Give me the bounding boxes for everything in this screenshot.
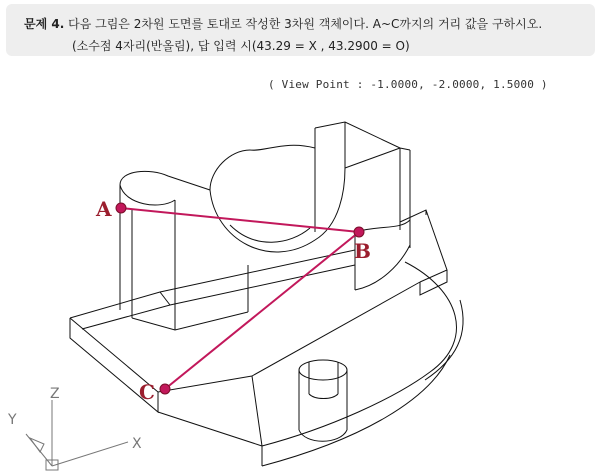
cylinder-inner-arc [309, 394, 338, 399]
question-answer-format: (소수점 4자리(반올림), 답 입력 시(43.29 = X , 43.2900 = O) [72, 39, 410, 53]
ucs-axis-icon [26, 400, 128, 470]
point-c-label: C [139, 380, 155, 404]
cutout-left-top [210, 150, 250, 190]
left-tower-top-front [120, 185, 175, 205]
axis-x-label: X [132, 436, 142, 452]
cutout-back-arc [250, 145, 315, 150]
lower-block-corner [252, 376, 262, 446]
axis-z-label: Z [50, 386, 60, 402]
wireframe-model [70, 122, 463, 466]
cutout-front-arc [210, 168, 345, 252]
axis-x-line [52, 442, 128, 466]
view-point-readout: ( View Point : -1.0000, -2.0000, 1.5000 ) [268, 78, 548, 91]
point-b-label: B [354, 239, 371, 263]
question-number: 문제 4. [24, 17, 65, 31]
measure-line-b-c [165, 232, 359, 389]
point-c-marker [160, 384, 170, 394]
cutout-lower-arc [230, 225, 310, 242]
lower-block-top-back [70, 250, 355, 318]
point-b-marker [354, 227, 364, 237]
left-tower-top-back [120, 171, 210, 190]
left-tower-bottom [132, 312, 248, 330]
lower-block-bottom [158, 412, 262, 446]
right-step-face [400, 210, 447, 282]
right-tower-top-front [345, 148, 400, 168]
lower-block-step-edge [160, 292, 170, 305]
point-a-marker [116, 203, 126, 213]
base-arc-bottom [262, 355, 450, 466]
axis-y-arrow [30, 438, 44, 452]
base-arc-side [425, 300, 463, 380]
question-text: 다음 그림은 2차원 도면를 토대로 작성한 3차원 객체이다. A~C까지의 거리 값을 구하시오. [68, 17, 543, 31]
lower-block-front-top [70, 318, 252, 392]
axis-y-label: Y [8, 412, 17, 428]
point-a-label: A [96, 197, 112, 221]
measure-line-a-b [121, 208, 359, 232]
right-tower-top [315, 122, 410, 150]
cylinder-top [299, 360, 347, 380]
